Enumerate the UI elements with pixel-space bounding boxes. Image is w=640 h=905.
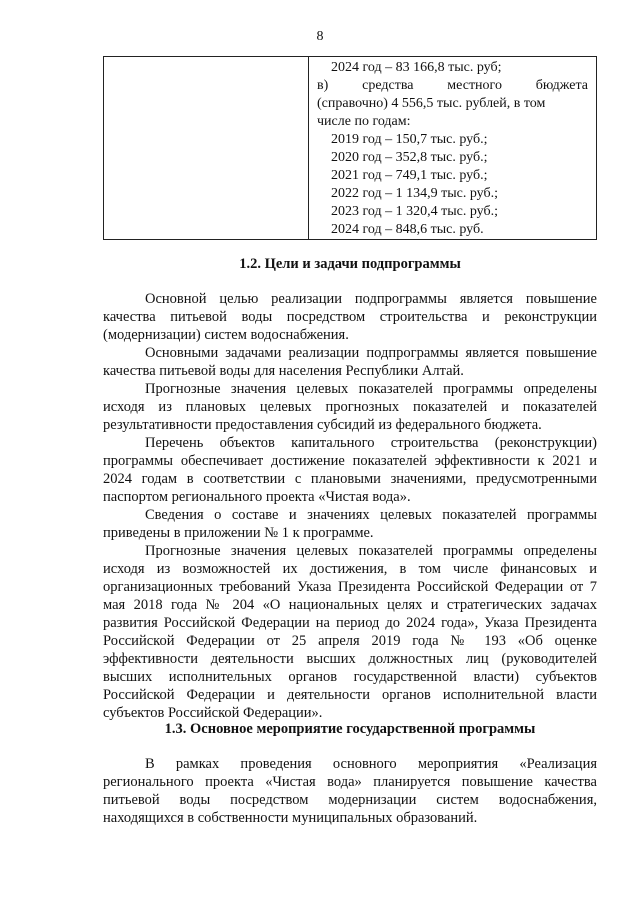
local-year-2023: 2023 год – 1 320,4 тыс. руб.; bbox=[331, 204, 498, 219]
local-year-2019: 2019 год – 150,7 тыс. руб.; bbox=[331, 132, 488, 147]
paragraph-tasks: Основными задачами реализации подпрограммы является повышение качества питьевой воды для населения Республики Алтай. bbox=[103, 345, 597, 379]
funding-table bbox=[103, 56, 597, 240]
section-1-3-body bbox=[103, 755, 597, 827]
paragraph-forecast: Прогнозные значения целевых показателей программы определены исходя из плановых целевых прогнозных показателей и показателей результативности предоставления субсидий из федерального бюджета. bbox=[103, 381, 597, 433]
section-1-3-heading: 1.3. Основное мероприятие государственной программы bbox=[164, 721, 536, 737]
paragraph-main-activity: В рамках проведения основного мероприятия «Реализация регионального проекта «Чистая вода» планируется повышение качества питьевой воды посредством модернизации систем водоснабжения, находящихся в собственности муниципальных образований. bbox=[103, 756, 597, 826]
section-1-2-body bbox=[103, 290, 597, 722]
paragraph-objects: Перечень объектов капитального строительства (реконструкции) программы обеспечивает достижение показателей эффективности к 2021 и 2024 годам в соответствии с плановыми значениями, предусмотренными паспортом регионального проекта «Чистая вода». bbox=[103, 435, 597, 505]
section-1-2-heading: 1.2. Цели и задачи подпрограммы bbox=[239, 256, 461, 272]
paragraph-decrees: Прогнозные значения целевых показателей программы определены исходя из возможностей их достижения, в том числе финансовых и организационных требований Указа Президента Российской Федерации от 7 мая 2018 года № 204 «О национальных целях и стратегических задачах развития Российской Федерации на период до 2024 года», Указа Президента Российской Федерации от 25 апреля 2019 года № 193 «Об оценке эффективности деятельности высших должностных лиц (руководителей высших исполнительных органов государственной власти) субъектов Российской Федерации и деятельности органов исполнительной власти субъектов Российской Федерации». bbox=[103, 543, 597, 721]
page-number: 8 bbox=[316, 29, 324, 44]
local-budget-line-2: (справочно) 4 556,5 тыс. рублей, в том bbox=[317, 96, 546, 111]
local-year-2024: 2024 год – 848,6 тыс. руб. bbox=[331, 222, 484, 237]
local-year-2020: 2020 год – 352,8 тыс. руб.; bbox=[331, 150, 488, 165]
paragraph-appendix: Сведения о составе и значениях целевых показателей программы приведены в приложении № 1 к программе. bbox=[103, 507, 597, 541]
funding-2024-line: 2024 год – 83 166,8 тыс. руб; bbox=[331, 60, 502, 75]
table-row bbox=[104, 57, 597, 240]
local-year-2022: 2022 год – 1 134,9 тыс. руб.; bbox=[331, 186, 498, 201]
table-right-cell bbox=[309, 57, 597, 240]
local-budget-line-1: в) средства местного бюджета bbox=[317, 78, 588, 93]
table-left-cell bbox=[104, 57, 309, 240]
paragraph-goal: Основной целью реализации подпрограммы является повышение качества питьевой воды посредством строительства и реконструкции (модернизации) систем водоснабжения. bbox=[103, 291, 597, 343]
local-budget-line-3: числе по годам: bbox=[317, 114, 411, 129]
local-year-2021: 2021 год – 749,1 тыс. руб.; bbox=[331, 168, 488, 183]
